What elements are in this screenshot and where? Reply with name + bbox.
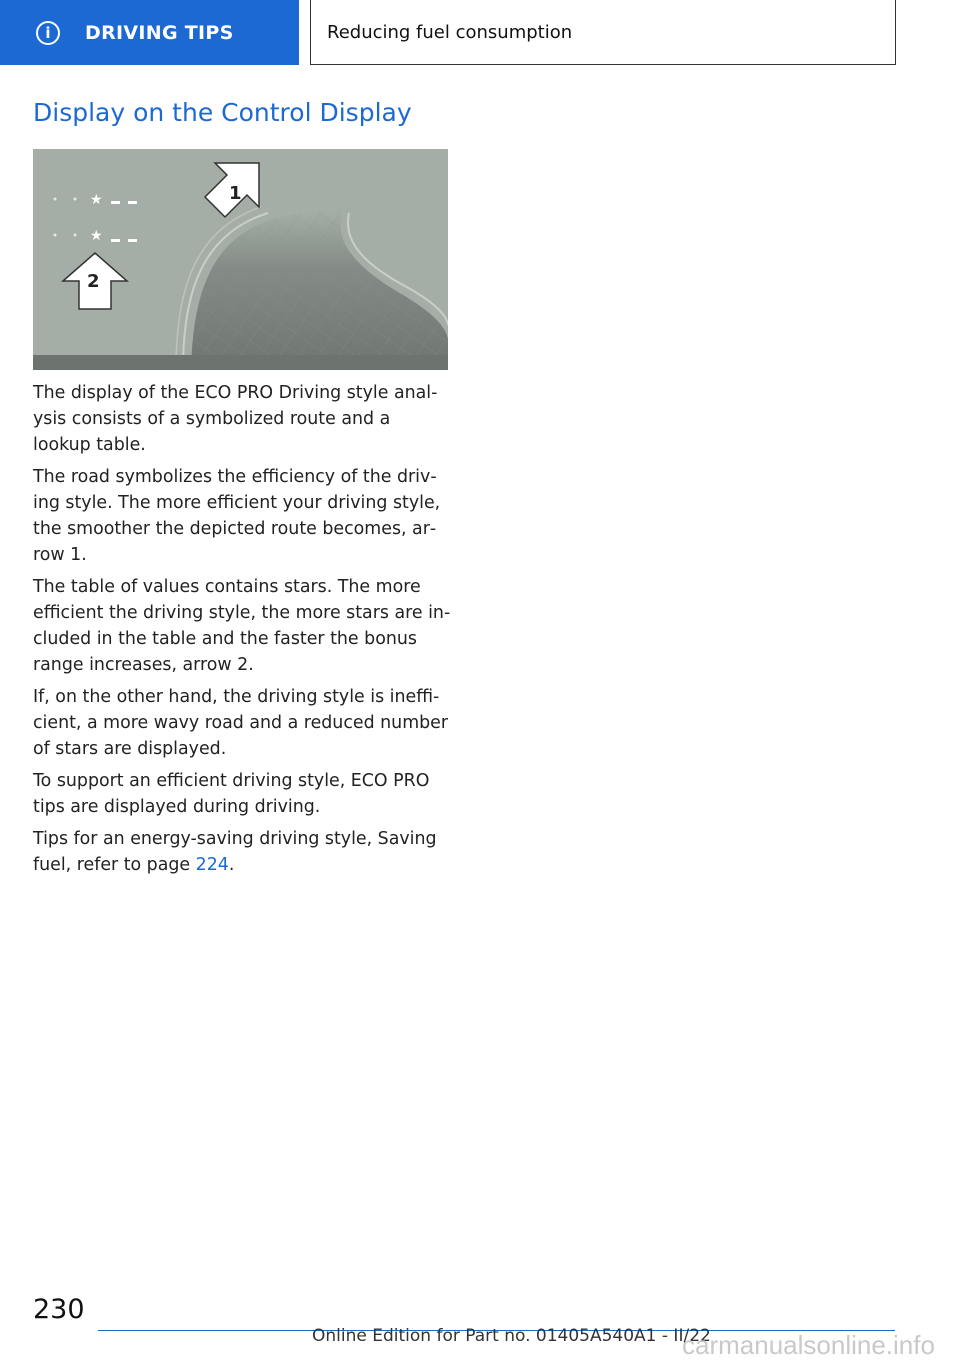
page-number: 230: [33, 1294, 85, 1325]
paragraph: The table of values contains stars. The more efficient the driving style, the more stars are included in the table and the faster the bonus range increases, arrow 2.: [33, 577, 451, 675]
chapter-tab: [0, 0, 299, 65]
paragraph-text: Tips for an energy-saving driving style, Saving fuel, refer to page: [33, 829, 437, 875]
arrow-2: [63, 253, 127, 309]
paragraph: To support an efficient driving style, ECO PRO tips are displayed during driving.: [33, 771, 430, 817]
section-header: [310, 0, 896, 65]
section-title: Reducing fuel consumption: [327, 21, 573, 43]
eco-pro-display-illustration: [33, 149, 448, 370]
paragraph: The display of the ECO PRO Driving style analysis consists of a symbolized route and a lookup table.: [33, 383, 438, 455]
star-table: [54, 192, 138, 244]
arrow-2-label: 2: [87, 271, 100, 292]
body-text: [33, 380, 453, 884]
page-reference-link[interactable]: 224: [195, 855, 229, 875]
arrow-1-label: 1: [229, 183, 242, 204]
chapter-title: DRIVING TIPS: [85, 21, 234, 44]
info-icon: i: [36, 21, 60, 45]
paragraph: The road symbolizes the efficiency of the driving style. The more efficient your driving style, the smoother the depicted route becomes, arrow 1.: [33, 467, 441, 565]
svg-text:★: ★: [90, 228, 103, 244]
eco-pro-display-graphic: [33, 149, 448, 370]
svg-text:★: ★: [90, 192, 103, 208]
footer-edition: Online Edition for Part no. 01405A540A1 - II/22: [312, 1326, 711, 1346]
paragraph-end: .: [228, 855, 235, 875]
paragraph: If, on the other hand, the driving style is inefficient, a more wavy road and a reduced number of stars are displayed.: [33, 687, 449, 759]
paragraph: [33, 826, 453, 878]
page-heading: Display on the Control Display: [33, 98, 412, 127]
watermark: carmanualsonline.info: [682, 1330, 935, 1360]
